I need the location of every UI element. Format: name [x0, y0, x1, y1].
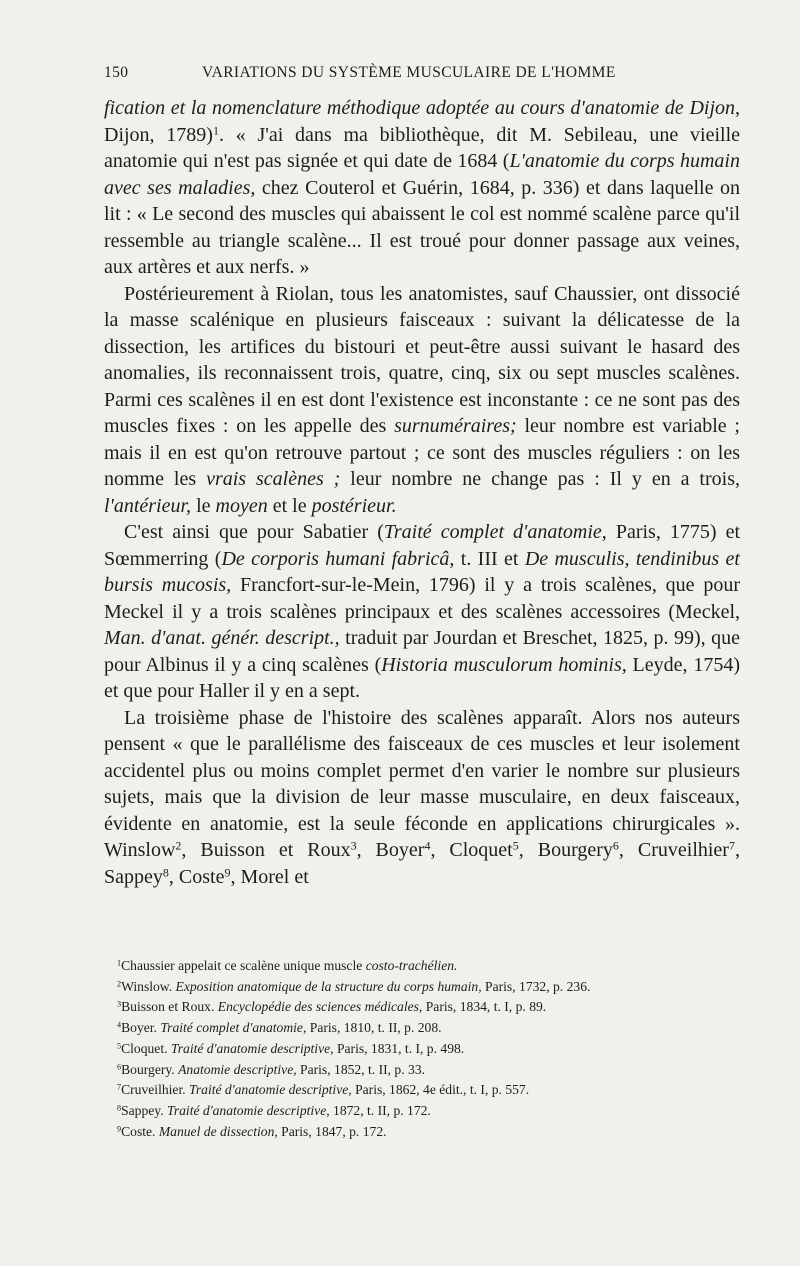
footnote: [117, 1018, 740, 1039]
running-title: VARIATIONS DU SYSTÈME MUSCULAIRE DE L'HOMME: [202, 64, 616, 81]
italic-run: Traité d'anatomie descriptive,: [170, 1040, 334, 1056]
footnote-ref: 8: [162, 864, 169, 879]
text-run: Paris, 1862, 4e édit., t. I, p. 557.: [351, 1082, 530, 1098]
footnote-ref: 5: [512, 838, 519, 853]
text-run: t. III et: [454, 547, 525, 570]
footnote: [117, 977, 740, 998]
text-run: Paris, 1834, t. I, p. 89.: [422, 999, 547, 1015]
italic-run: Traité complet d'anatomie,: [160, 1020, 307, 1036]
text-run: . « J'ai dans ma bibliothèque, dit M. Sebileau, une vieille anatomie qui n'est pas signée et qui date de 1684 (: [104, 123, 740, 172]
footnote: [117, 997, 740, 1018]
text-run: Coste.: [121, 1123, 159, 1139]
text-run: , Boyer: [356, 839, 425, 861]
footnote-number: 6: [117, 1062, 122, 1072]
footnote-number: 4: [117, 1020, 122, 1030]
footnote-number: 1: [117, 958, 122, 968]
footnote-ref: 4: [424, 838, 431, 853]
footnotes: [117, 956, 740, 1142]
text-run: , Cloquet: [430, 839, 513, 861]
footnote: [117, 1060, 740, 1081]
text-run: chez Couterol et Guérin, 1684, p. 336) et dans laquelle on lit : « Le second des muscles qui abaissent le col est nommé scalène parce qu'il ressemble au triangle scalène... Il est troué pour donner passage aux veines, aux artères et aux nerfs. »: [104, 176, 740, 278]
text-run: Bourgery.: [121, 1061, 179, 1077]
text-run: Winslow.: [121, 978, 176, 994]
italic-run: De corporis humani fabricâ,: [221, 547, 455, 570]
text-run: La troisième phase de l'histoire des scalènes apparaît. Alors nos auteurs pensent « que le parallélisme des faisceaux de ces muscles et leur isolement accidentel plus ou moins complet permet d'en varier le nombre sur plusieurs sujets, mais que la division de leur masse musculaire, en deux faisceaux, évidente en anatomie, est la seule féconde en applications chirurgicales ». Winslow: [104, 706, 740, 861]
text-run: leur nombre est variable ; mais il en est qu'on retrouve partout ; ce sont des muscles réguliers : on les nomme les: [104, 415, 740, 490]
italic-run: postérieur.: [311, 494, 397, 517]
text-run: , Coste: [168, 865, 225, 888]
footnote-number: 7: [117, 1082, 122, 1092]
italic-run: Traité d'anatomie descriptive,: [189, 1082, 352, 1098]
text-run: Paris, 1847, p. 172.: [277, 1123, 387, 1139]
footnote-ref: 1: [212, 122, 219, 137]
text-run: le: [191, 494, 216, 517]
text-run: , Morel et: [230, 865, 309, 888]
footnote-ref: 3: [350, 838, 357, 853]
text-run: Cruveilhier.: [121, 1082, 190, 1098]
paragraph: [104, 519, 740, 705]
text-run: Sappey.: [121, 1102, 168, 1118]
footnote-number: 3: [117, 999, 122, 1009]
page-number: 150: [104, 64, 129, 81]
text-run: traduit par Jourdan et Breschet, 1825, p. 99), que pour Albinus il y a cinq scalènes (: [104, 627, 740, 676]
running-header: [104, 64, 744, 86]
italic-run: De musculis, tendinibus et bursis mucosis,: [104, 547, 740, 596]
footnote: [117, 1122, 740, 1143]
text-run: Cloquet.: [121, 1040, 171, 1056]
italic-run: surnuméraires;: [394, 415, 517, 437]
footnote-ref: 9: [224, 864, 231, 879]
italic-run: fication et la nomenclature méthodique adoptée au cours d'anatomie de Dijon: [104, 97, 735, 119]
paragraph: [104, 281, 740, 520]
footnote-number: 5: [117, 1041, 122, 1051]
italic-run: Anatomie descriptive,: [178, 1061, 297, 1077]
footnote: [117, 956, 740, 977]
italic-run: Encyclopédie des sciences médicales,: [217, 999, 423, 1015]
text-run: Postérieurement à Riolan, tous les anatomistes, sauf Chaussier, ont dissocié la masse scalénique en plusieurs faisceaux : suivant la délicatesse de la dissection, les artifices du bistouri et peut-être aussi suivant le hasard des anomalies, ils reconnaissent trois, quatre, cinq, six ou sept muscles scalènes. Parmi ces scalènes il en est dont l'existence est inconstante : ce ne sont pas des muscles fixes : on les appelle des: [104, 282, 740, 437]
text-run: Paris, 1831, t. I, p. 498.: [333, 1040, 465, 1056]
italic-run: Manuel de dissection,: [158, 1123, 278, 1139]
text-run: , Bourgery: [518, 839, 613, 861]
text-run: , Sappey: [104, 839, 740, 888]
text-run: Francfort-sur-le-Mein, 1796) il y a trois scalènes, que pour Meckel il y a trois scalènes principaux et des scalènes accessoires (Meckel,: [104, 574, 740, 623]
italic-run: vrais scalènes ;: [206, 468, 341, 490]
italic-run: Traité complet d'anatomie: [383, 521, 602, 543]
footnote: [117, 1039, 740, 1060]
text-run: et le: [267, 494, 312, 517]
italic-run: l'antérieur,: [104, 494, 192, 517]
paragraph: [104, 705, 740, 891]
text-run: Paris, 1810, t. II, p. 208.: [306, 1020, 442, 1036]
text-run: , Buisson et Roux: [181, 839, 351, 861]
text-run: Buisson et Roux.: [121, 999, 218, 1015]
italic-run: Historia musculorum hominis,: [381, 653, 627, 676]
body-text: [104, 95, 740, 890]
text-run: Leyde, 1754) et que pour Haller il y en a sept.: [104, 653, 740, 702]
text-run: Chaussier appelait ce scalène unique muscle: [121, 958, 366, 973]
text-run: Paris, 1852, t. II, p. 33.: [296, 1061, 426, 1077]
footnote: [117, 1101, 740, 1122]
text-run: Boyer.: [121, 1020, 161, 1036]
footnote-number: 8: [117, 1103, 122, 1113]
italic-run: costo-trachélien.: [365, 958, 458, 973]
text-run: , Cruveilhier: [618, 839, 729, 861]
italic-run: moyen: [215, 494, 268, 517]
italic-run: Exposition anatomique de la structure du corps humain,: [175, 978, 482, 994]
paragraph: [104, 95, 740, 281]
footnote: [117, 1080, 740, 1101]
text-run: Paris, 1732, p. 236.: [481, 978, 591, 994]
italic-run: Man. d'anat. génér. descript.,: [104, 627, 340, 649]
footnote-ref: 7: [728, 838, 735, 853]
text-run: , Paris, 1775) et Sœmmerring (: [104, 521, 740, 570]
text-run: 1872, t. II, p. 172.: [329, 1102, 431, 1118]
italic-run: Traité d'anatomie descriptive,: [167, 1102, 330, 1118]
footnote-ref: 2: [175, 838, 182, 853]
footnote-ref: 6: [612, 838, 619, 853]
italic-run: L'anatomie du corps humain avec ses maladies,: [104, 150, 740, 199]
text-run: leur nombre ne change pas : Il y en a trois,: [340, 468, 740, 490]
text-run: C'est ainsi que pour Sabatier (: [124, 521, 384, 543]
footnote-number: 9: [117, 1124, 122, 1134]
text-run: , Dijon, 1789): [104, 97, 740, 146]
footnote-number: 2: [117, 979, 122, 989]
